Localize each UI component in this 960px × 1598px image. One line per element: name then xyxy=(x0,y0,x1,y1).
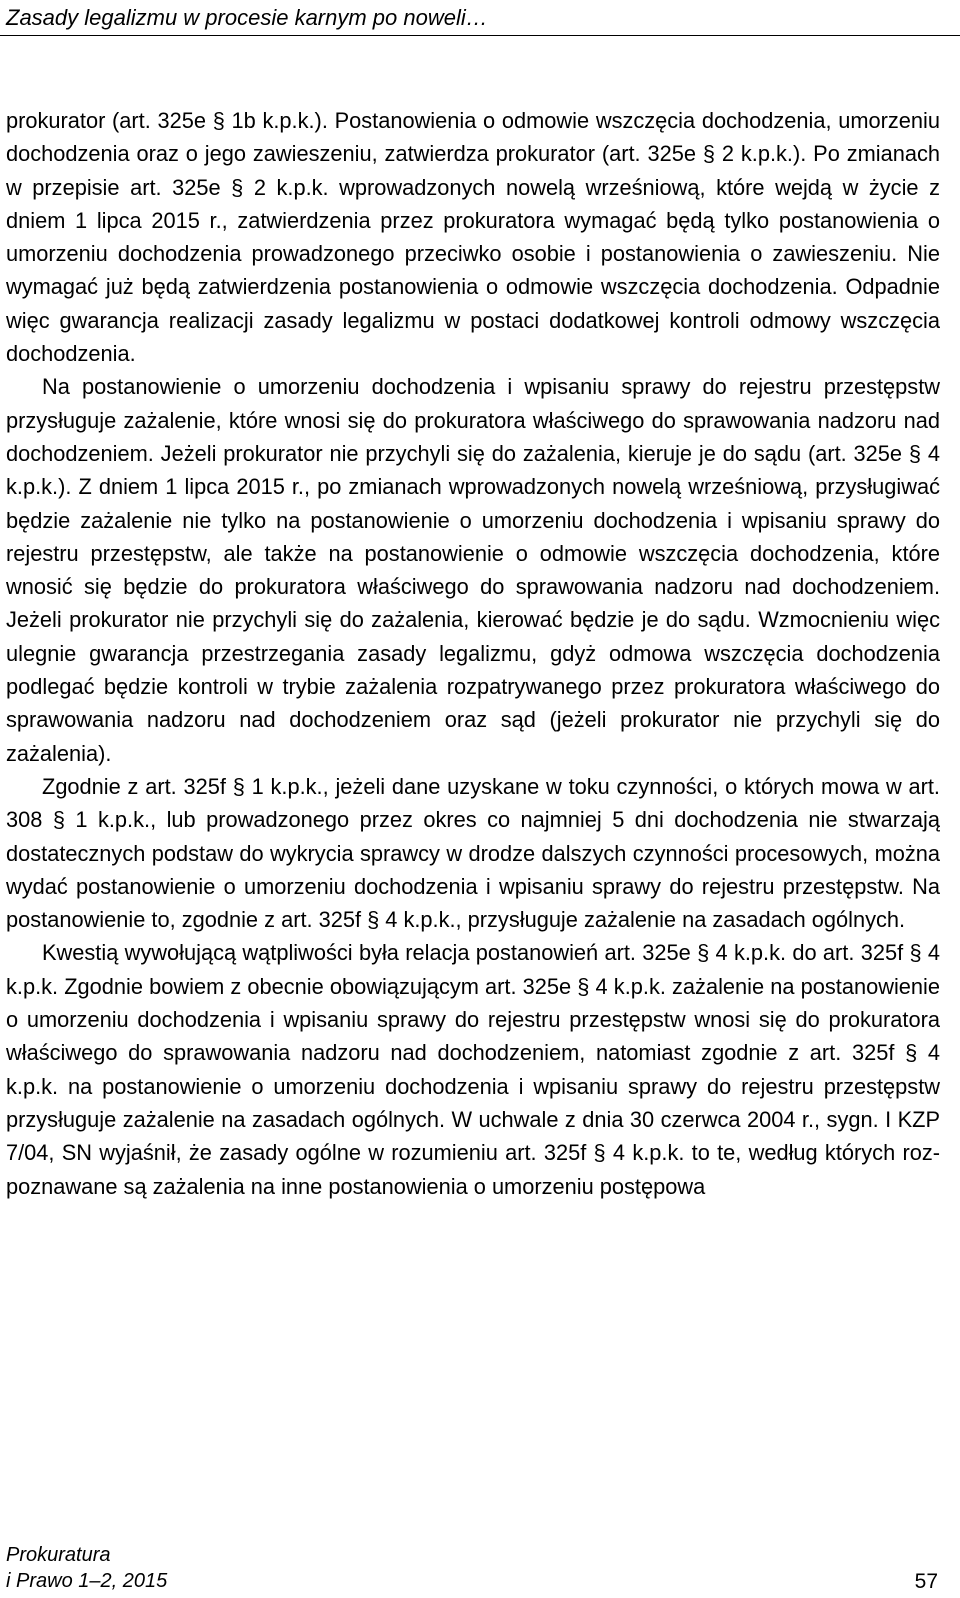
header-rule xyxy=(0,35,960,36)
page-number: 57 xyxy=(914,1570,938,1593)
paragraph-3: Zgodnie z art. 325f § 1 k.p.k., jeżeli dane uzyskane w toku czynności, o których mowa w art. 308 § 1 k.p.k., lub prowadzonego przez okres co najmniej 5 dni dochodzenia nie stwarzają dostatecznych podstaw do wykrycia sprawcy w drodze dalszych czynności procesowych, można wydać postanowienie o umorzeniu dochodzenia i wpisaniu sprawy do rejestru przestępstw. Na postanowienie to, zgodnie z art. 325f § 4 k.p.k., przysługuje zażalenie na zasadach ogólnych. xyxy=(6,773,940,933)
article-body xyxy=(6,104,940,1203)
paragraph-1: prokurator (art. 325e § 1b k.p.k.). Postanowienia o odmowie wszczęcia dochodzenia, umorzeniu dochodzenia oraz o jego zawieszeniu, zatwierdza prokurator (art. 325e § 2 k.p.k.). Po zmianach w przepisie art. 325e § 2 k.p.k. wprowadzonych nowelą wrześniową, które wejdą w życie z dniem 1 lipca 2015 r., zatwierdzenia przez prokuratora wymagać będą tylko postanowienia o umorzeniu dochodzenia prowadzonego przeciwko osobie i postanowienia o zawieszeniu. Nie wymagać już będą zatwierdzenia postanowienia o odmowie wszczęcia dochodzenia. Odpadnie więc gwarancja realizacji zasady legalizmu w postaci dodatkowej kontroli odmowy wszczęcia dochodzenia. xyxy=(6,108,940,367)
paragraph-4: Kwestią wywołującą wątpliwości była relacja postanowień art. 325e § 4 k.p.k. do art. 325f § 4 k.p.k. Zgodnie bowiem z obecnie obowiązującym art. 325e § 4 k.p.k. zażalenie na postanowienie o umorzeniu dochodzenia i wpisaniu sprawy do rejestru przestępstw wnosi się do prokuratora właściwego do sprawowania nadzoru nad dochodzeniem, natomiast zgodnie z art. 325f § 4 k.p.k. na postanowienie o umorzeniu dochodzenia i wpisaniu sprawy do rejestru przestępstw przysługuje zażalenie na zasadach ogólnych. W uchwale z dnia 30 czerwca 2004 r., sygn. I KZP 7/04, SN wyjaśnił, że zasady ogólne w rozumieniu art. 325f § 4 k.p.k. to te, według których rozpoznawane są zażalenia na inne postanowienia o umorzeniu postępowa xyxy=(6,940,940,1199)
footer-journal-info xyxy=(6,1542,167,1594)
running-header: Zasady legalizmu w procesie karnym po noweli… xyxy=(6,5,488,30)
paragraph-2: Na postanowienie o umorzeniu dochodzenia i wpisaniu sprawy do rejestru przestępstw przysługuje zażalenie, które wnosi się do prokuratora właściwego do sprawowania nadzoru nad dochodzeniem. Jeżeli prokurator nie przychyli się do zażalenia, kieruje je do sądu (art. 325e § 4 k.p.k.). Z dniem 1 lipca 2015 r., po zmianach wprowadzonych nowelą wrześniową, przysługiwać będzie zażalenie nie tylko na postanowienie o umorzeniu dochodzenia i wpisaniu sprawy do rejestru przestępstw, ale także na postanowienie o odmowie wszczęcia dochodzenia, które wnosić się będzie do prokuratora właściwego do sprawowania nadzoru nad dochodzeniem. Jeżeli prokurator nie przychyli się do zażalenia, kierować będzie je do sądu. Wzmocnieniu więc ulegnie gwarancja przestrzegania zasady legalizmu, gdyż odmowa wszczęcia dochodzenia podlegać będzie kontroli w trybie zażalenia rozpatrywanego przez prokuratora właściwego do sprawowania nadzoru nad dochodzeniem oraz sąd (jeżeli prokurator nie przychyli się do zażalenia). xyxy=(6,374,940,766)
journal-name: Prokuratura xyxy=(6,1544,111,1566)
journal-issue: i Prawo 1–2, 2015 xyxy=(6,1570,168,1592)
